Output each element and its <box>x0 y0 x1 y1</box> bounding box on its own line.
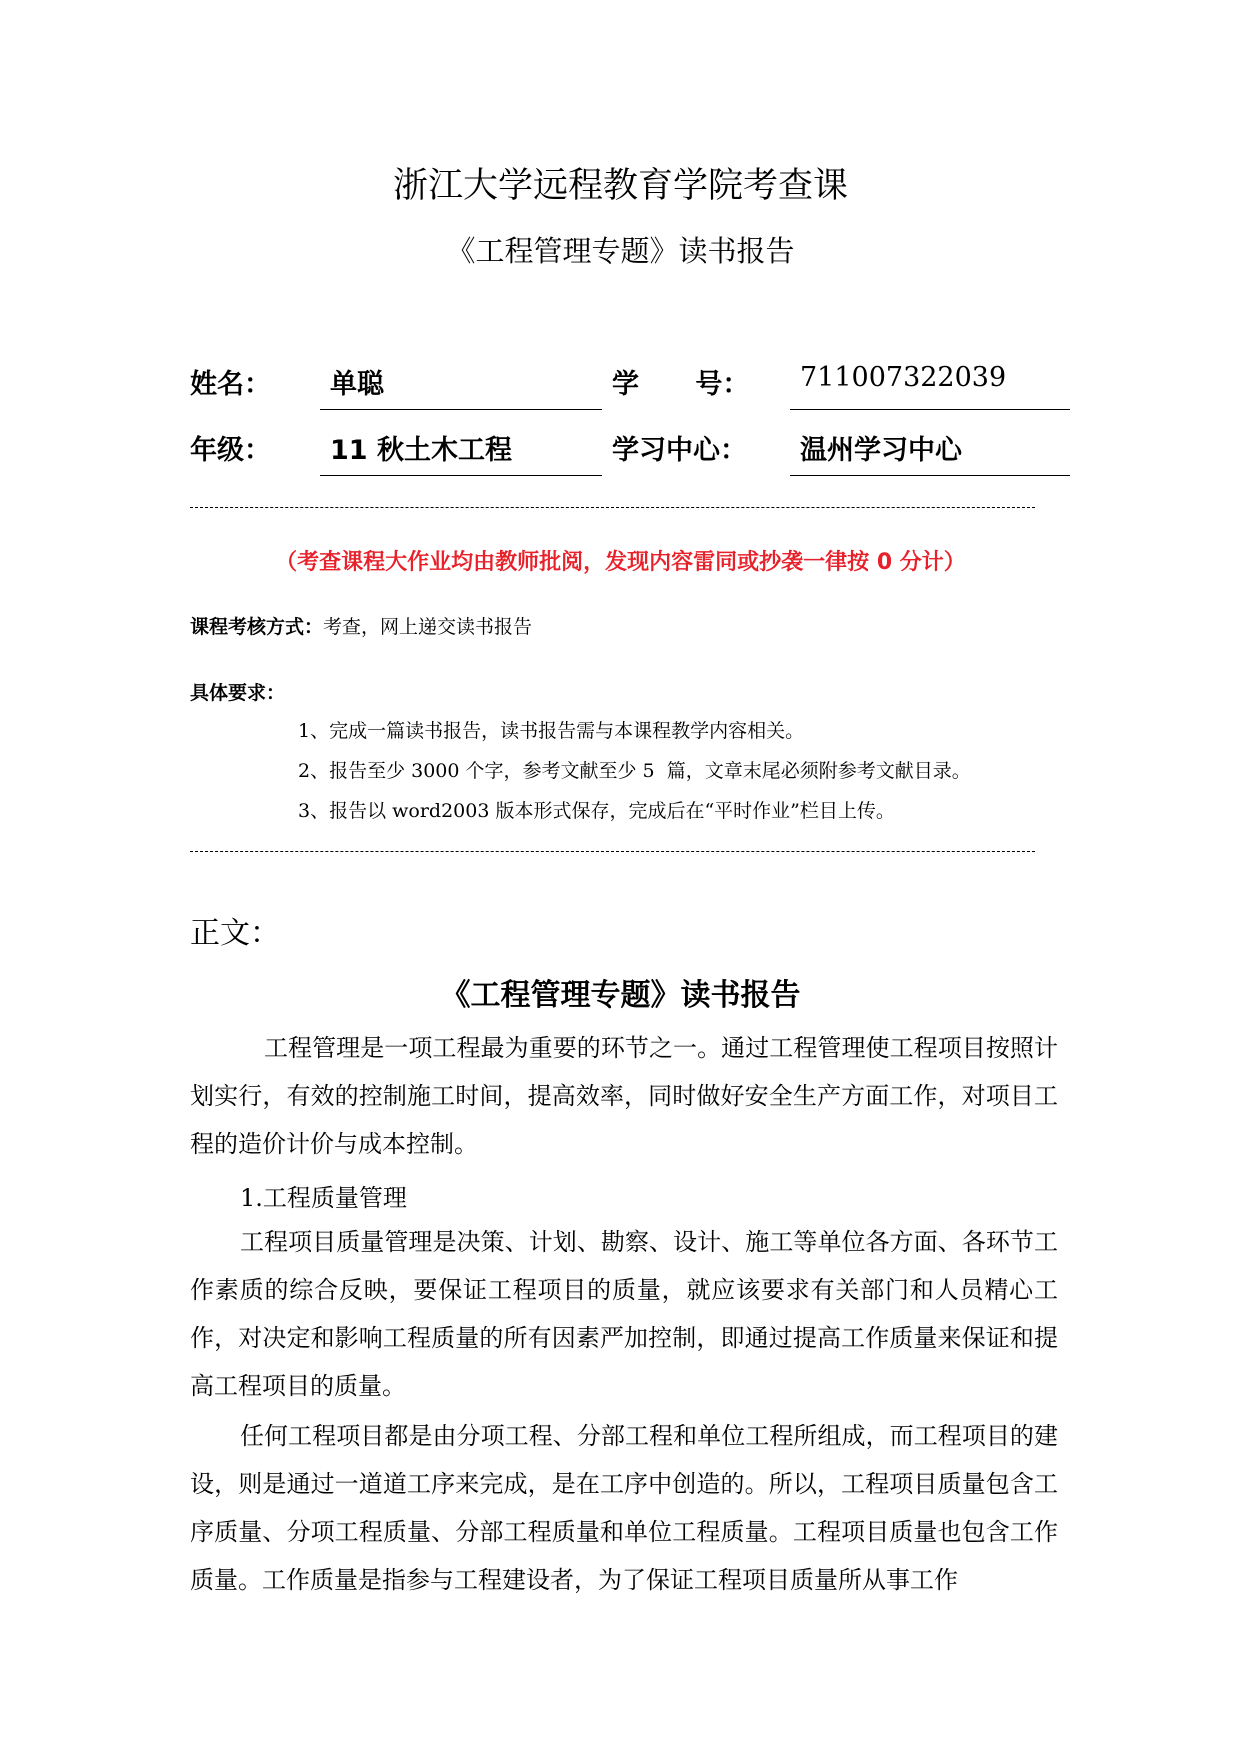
separator-top <box>190 507 1035 508</box>
center-value: 温州学习中心 <box>800 435 962 466</box>
section-title: 1.工程质量管理 <box>240 1184 407 1212</box>
student-id-underline <box>790 409 1070 410</box>
student-id-label: 学 号： <box>612 369 750 400</box>
assessment-label: 课程考核方式： <box>190 616 324 638</box>
university-title: 浙江大学远程教育学院考查课 <box>392 166 848 206</box>
grade-underline <box>320 475 602 476</box>
course-title: 《工程管理专题》读书报告 <box>446 234 795 268</box>
paragraph: 工程项目质量管理是决策、计划、勘察、设计、施工等单位各方面、各环节工作素质的综合反映，要保证工程项目的质量，就应该要求有关部门和人员精心工作，对决定和影响工程质量的所有因素严加控制，即通过提高工作质量来保证和提高工程项目的质量。 <box>190 1228 1058 1400</box>
name-underline <box>320 409 602 410</box>
separator-bottom <box>190 851 1035 852</box>
name-value: 单聪 <box>330 369 384 400</box>
grade-label: 年级： <box>190 435 271 466</box>
assessment-value: 考查，网上递交读书报告 <box>323 616 533 638</box>
student-id-value: 711007322039 <box>800 362 1007 393</box>
center-underline <box>790 475 1070 476</box>
requirement-item: 1、完成一篇读书报告，读书报告需与本课程教学内容相关。 <box>298 720 805 742</box>
report-title: 《工程管理专题》读书报告 <box>440 978 801 1013</box>
paragraph: 任何工程项目都是由分项工程、分部工程和单位工程所组成，而工程项目的建设，则是通过一道道工序来完成，是在工序中创造的。所以，工程项目质量包含工序质量、分项工程质量、分部工程质量和单位工程质量。工程项目质量也包含工作质量。工作质量是指参与工程建设者，为了保证工程项目质量所从事工作 <box>190 1422 1058 1594</box>
requirements-label: 具体要求： <box>190 682 286 704</box>
assessment-line <box>190 612 532 639</box>
name-label: 姓名： <box>190 369 271 400</box>
notice-text: （考查课程大作业均由教师批阅，发现内容雷同或抄袭一律按 0 分计） <box>275 550 966 575</box>
center-label: 学习中心： <box>612 435 747 466</box>
body-heading: 正文： <box>190 916 280 951</box>
grade-value: 11 秋土木工程 <box>330 435 512 466</box>
requirement-item: 3、报告以 word2003 版本形式保存，完成后在“平时作业”栏目上传。 <box>298 800 895 822</box>
requirement-item: 2、报告至少 3000 个字，参考文献至少 5 篇，文章末尾必须附参考文献目录。 <box>298 760 971 782</box>
intro-paragraph: 工程管理是一项工程最为重要的环节之一。通过工程管理使工程项目按照计划实行，有效的控制施工时间，提高效率，同时做好安全生产方面工作，对项目工程的造价计价与成本控制。 <box>190 1034 1058 1158</box>
